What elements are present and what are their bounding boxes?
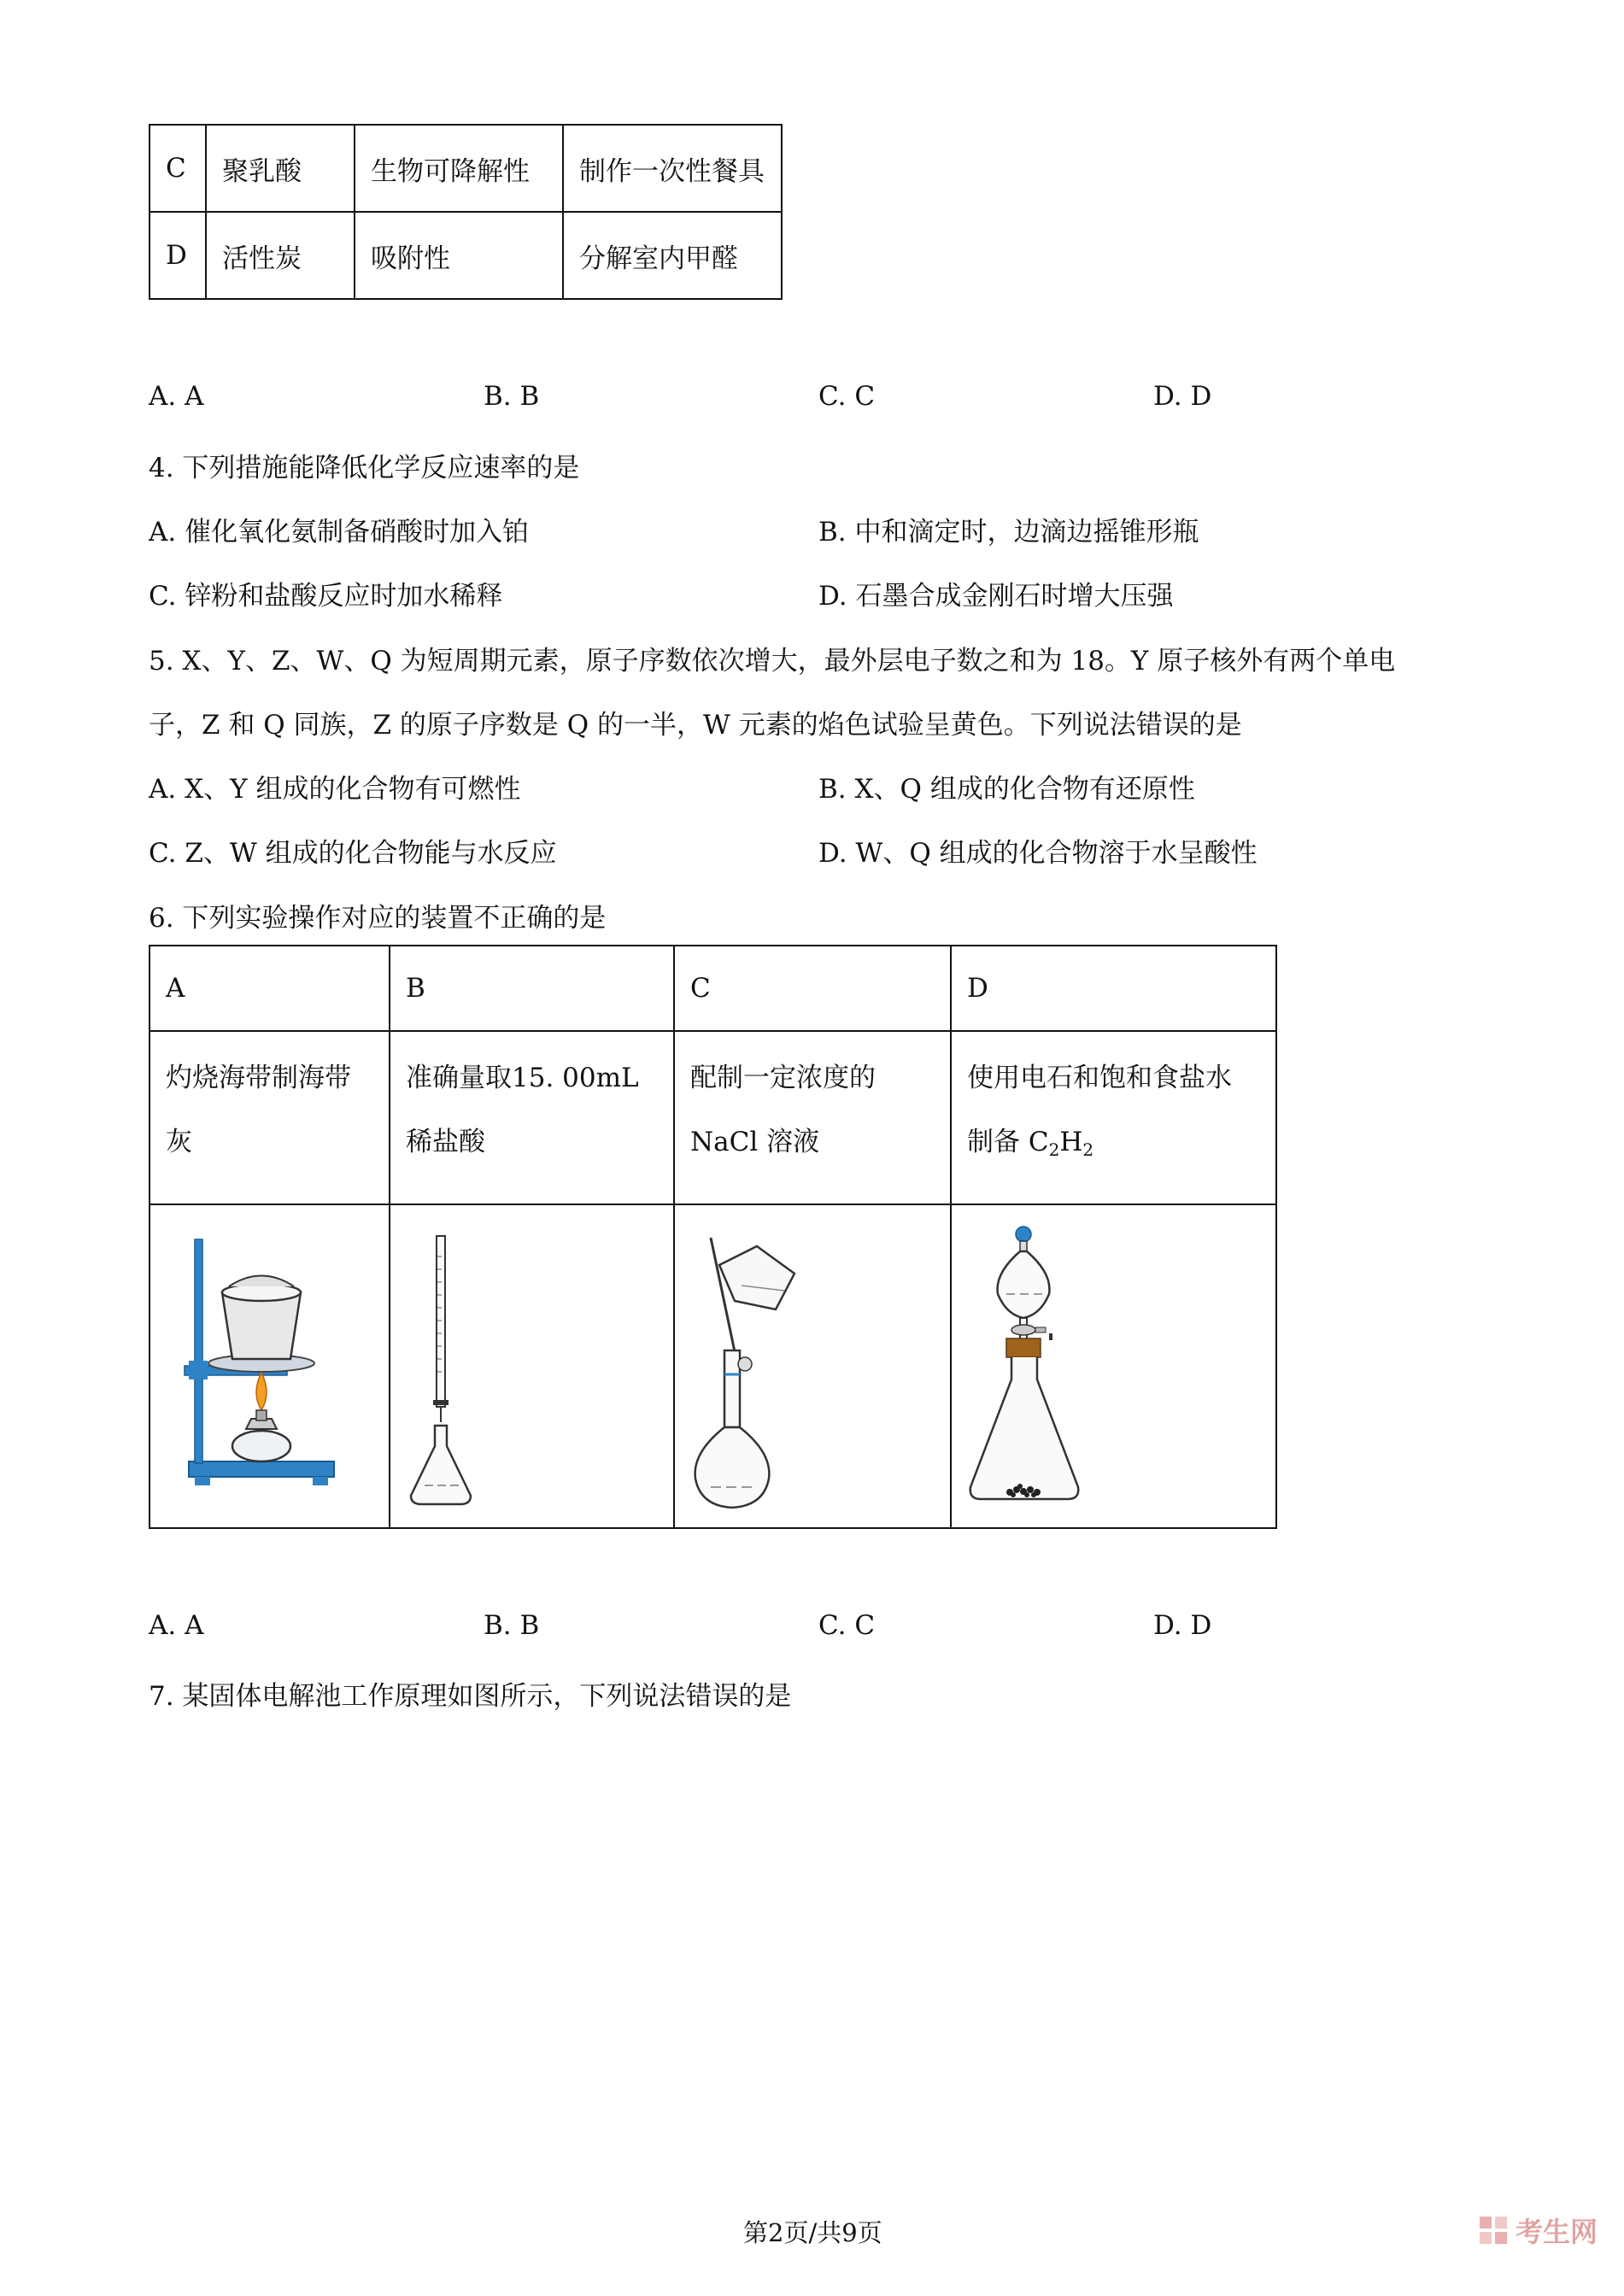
q6-desc-c-line1: 配制一定浓度的 <box>690 1063 876 1093</box>
row-d-property: 吸附性 <box>355 212 563 299</box>
q6-desc-d-prefix: 制备 C <box>967 1127 1049 1157</box>
row-d-material: 活性炭 <box>206 212 355 299</box>
q4-option-d: D. 石墨合成金刚石时增大压强 <box>818 581 1174 612</box>
q6-desc-d <box>951 1031 1276 1204</box>
q6-desc-d-mid: H <box>1059 1127 1083 1157</box>
row-d-letter: D <box>150 212 206 299</box>
q7-stem: 7. 某固体电解池工作原理如图所示，下列说法错误的是 <box>149 1681 792 1712</box>
q6-desc-c <box>674 1031 951 1204</box>
q6-option-b: B. B <box>484 1610 540 1641</box>
q6-desc-a-line2: 灰 <box>166 1127 192 1157</box>
q6-stem: 6. 下列实验操作对应的装置不正确的是 <box>149 903 607 934</box>
q6-figure-d <box>951 1204 1276 1528</box>
q6-header-a: A <box>150 946 390 1031</box>
q6-desc-c-line2: NaCl 溶液 <box>690 1127 820 1157</box>
watermark-logo <box>1478 2211 1598 2250</box>
q4-option-b: B. 中和滴定时，边滴边摇锥形瓶 <box>818 517 1199 548</box>
q5-option-d: D. W、Q 组成的化合物溶于水呈酸性 <box>818 838 1258 869</box>
q4-option-c: C. 锌粉和盐酸反应时加水稀释 <box>149 581 503 612</box>
q6-option-a: A. A <box>149 1610 204 1641</box>
watermark-emblem-icon <box>1478 2215 1509 2246</box>
q6-figure-c <box>674 1204 951 1528</box>
q5-stem-line1: 5. X、Y、Z、W、Q 为短周期元素，原子序数依次增大，最外层电子数之和为 18。Y 原子核外有两个单电 <box>149 646 1396 676</box>
q4-option-a: A. 催化氧化氨制备硝酸时加入铂 <box>149 517 530 548</box>
q4-stem: 4. 下列措施能降低化学反应速率的是 <box>149 453 580 483</box>
q5-option-b: B. X、Q 组成的化合物有还原性 <box>818 774 1195 805</box>
q3-option-d: D. D <box>1153 381 1212 412</box>
q6-desc-a-line1: 灼烧海带制海带 <box>166 1063 351 1093</box>
q6-option-c: C. C <box>818 1610 876 1641</box>
q6-header-b: B <box>390 946 674 1031</box>
row-d-use: 分解室内甲醛 <box>563 212 782 299</box>
q6-desc-d-sub2: 2 <box>1082 1139 1094 1160</box>
q3-table <box>149 124 783 300</box>
q3-option-c: C. C <box>818 381 876 412</box>
q6-desc-b-line1: 准确量取15. 00mL <box>406 1063 639 1093</box>
q6-figure-a <box>150 1204 390 1528</box>
q6-desc-d-sub1: 2 <box>1048 1139 1060 1160</box>
watermark-text: 考生网 <box>1516 2216 1598 2248</box>
q6-desc-b-line2: 稀盐酸 <box>406 1127 485 1157</box>
q5-stem-line2: 子，Z 和 Q 同族，Z 的原子序数是 Q 的一半，W 元素的焰色试验呈黄色。下列说法错误的是 <box>149 710 1242 741</box>
q5-option-a: A. X、Y 组成的化合物有可燃性 <box>149 774 521 805</box>
q6-header-c: C <box>674 946 951 1031</box>
row-c-material: 聚乳酸 <box>206 125 355 212</box>
acetylene-generator-icon <box>952 1205 1275 1527</box>
volumetric-flask-icon <box>675 1205 950 1527</box>
q6-option-d: D. D <box>1153 1610 1212 1641</box>
q6-figure-b <box>390 1204 674 1528</box>
q5-option-c: C. Z、W 组成的化合物能与水反应 <box>149 838 557 869</box>
crucible-burning-apparatus-icon <box>150 1205 389 1527</box>
q6-desc-d-line2 <box>967 1120 1260 1160</box>
q3-option-b: B. B <box>484 381 540 412</box>
row-c-use: 制作一次性餐具 <box>563 125 782 212</box>
q6-desc-b <box>390 1031 674 1204</box>
burette-flask-icon <box>390 1205 673 1527</box>
q3-option-a: A. A <box>149 381 204 412</box>
q6-desc-a <box>150 1031 390 1204</box>
q6-table <box>149 945 1277 1529</box>
page-number: 第2页/共9页 <box>743 2218 882 2247</box>
q6-desc-d-line1: 使用电石和饱和食盐水 <box>967 1063 1232 1093</box>
row-c-letter: C <box>150 125 206 212</box>
q6-header-d: D <box>951 946 1276 1031</box>
row-c-property: 生物可降解性 <box>355 125 563 212</box>
